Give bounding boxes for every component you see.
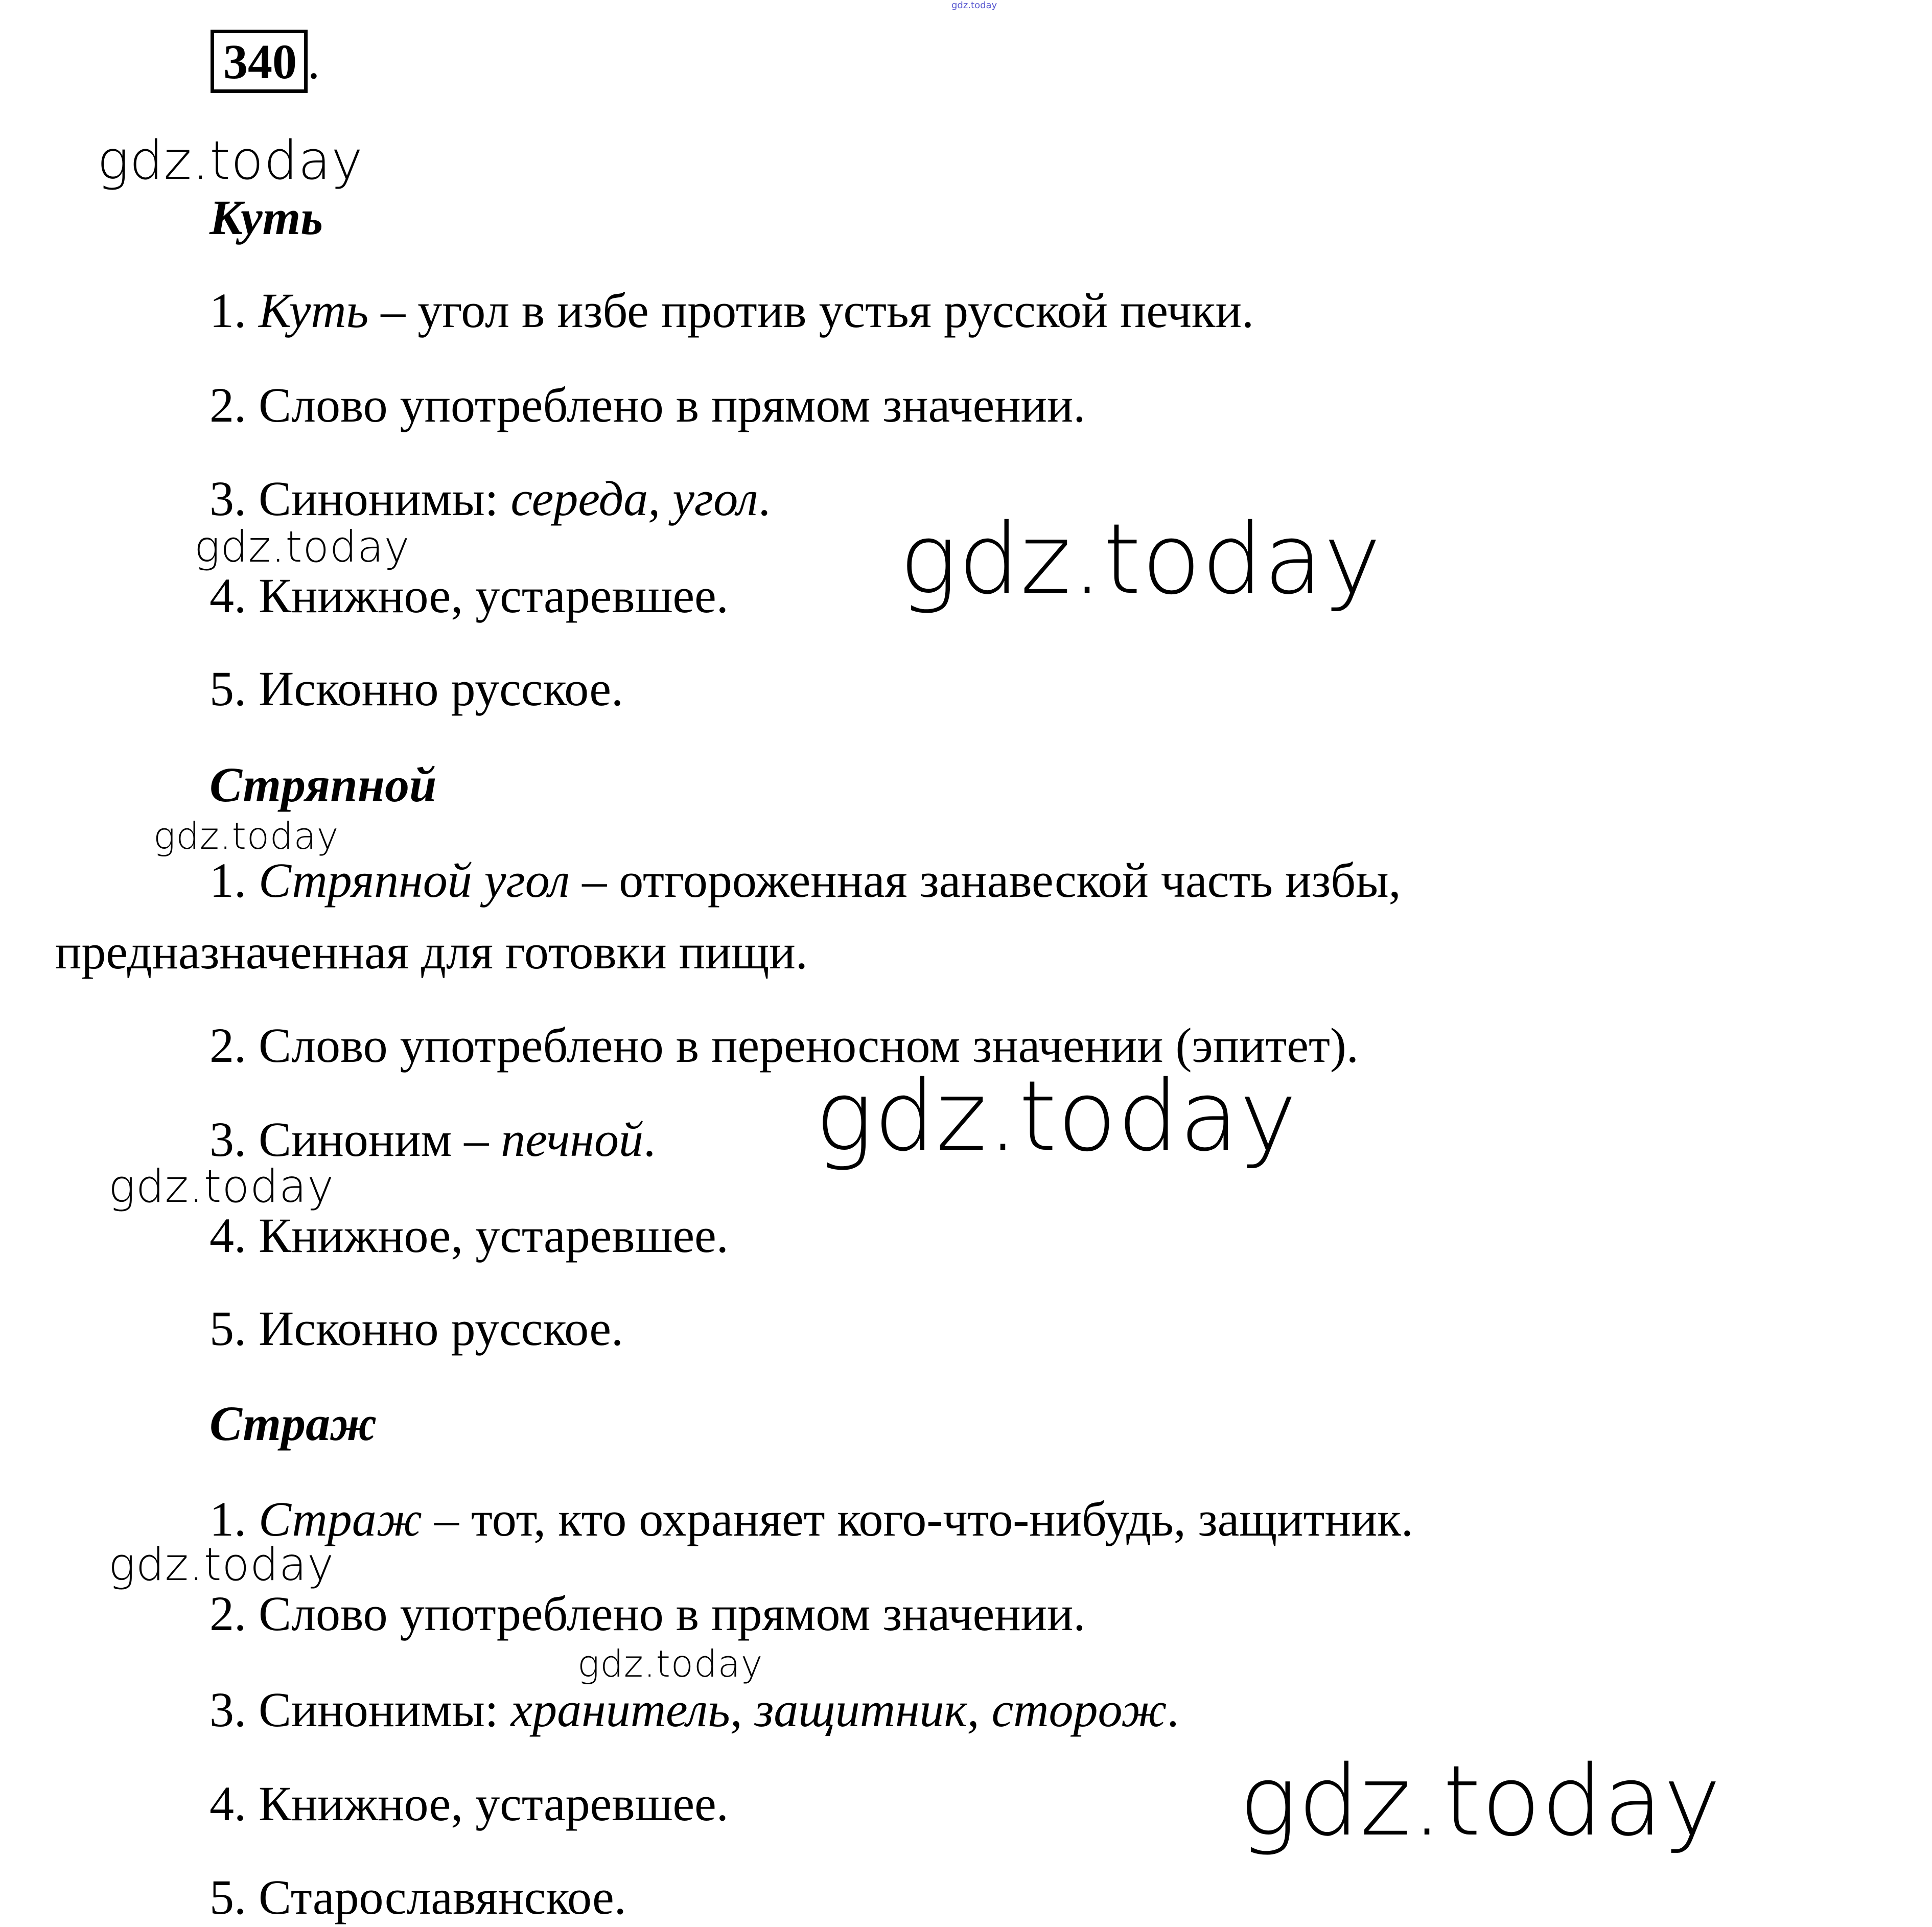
list-item-continuation: предназначенная для готовки пищи. [55,924,808,979]
exercise-number [211,30,320,93]
watermark: gdz.today [108,1538,335,1591]
list-item: 2. Слово употреблено в переносном значении (эпитет). [210,1018,1359,1073]
list-item: 1. Страж – тот, кто охраняет кого-что-нибудь, защитник. [210,1492,1413,1546]
watermark: gdz.today [108,1160,335,1213]
watermark: gdz.today [1239,1745,1721,1858]
exercise-number-box: 340 [211,30,308,93]
list-item: 2. Слово употреблено в прямом значении. [210,1586,1086,1641]
exercise-number-dot: . [308,34,320,89]
list-item: 4. Книжное, устаревшее. [210,1776,729,1831]
watermark: gdz.today [153,815,339,857]
list-item: 3. Синонимы: середа, угол. [210,471,771,526]
section-title: Куть [210,190,323,245]
list-item: 2. Слово употреблено в прямом значении. [210,378,1086,432]
watermark-tiny: gdz.today [951,0,997,11]
list-item: 5. Исконно русское. [210,1301,623,1356]
list-item: 4. Книжное, устаревшее. [210,568,729,623]
list-item: 4. Книжное, устаревшее. [210,1208,729,1263]
list-item: 3. Синонимы: хранитель, защитник, сторож. [210,1682,1179,1737]
section-title: Страж [210,1396,377,1451]
list-item: 3. Синоним – печной. [210,1112,656,1167]
list-item: 5. Старославянское. [210,1870,626,1924]
watermark: gdz.today [97,129,363,192]
watermark: gdz.today [194,522,410,572]
watermark: gdz.today [899,503,1382,616]
list-item: 5. Исконно русское. [210,661,623,716]
list-item: 1. Стряпной угол – отгороженная занавеской часть избы, [210,853,1401,908]
section-title: Стряпной [210,757,437,812]
watermark: gdz.today [815,1060,1297,1173]
list-item: 1. Куть – угол в избе против устья русской печки. [210,283,1254,338]
watermark: gdz.today [577,1642,763,1685]
